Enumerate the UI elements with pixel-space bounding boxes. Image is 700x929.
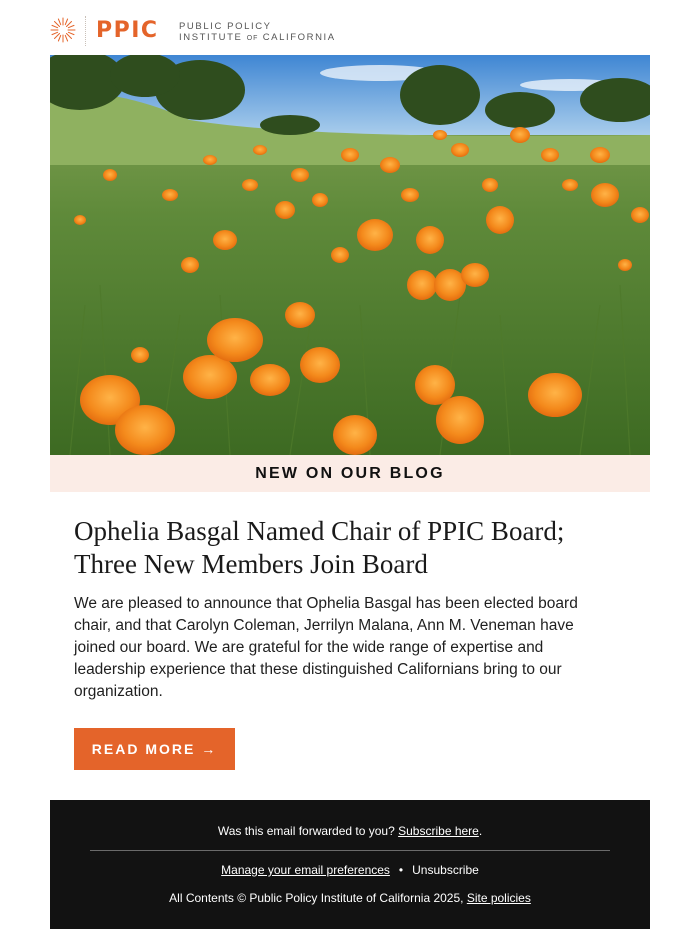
site-policies-link[interactable]: Site policies bbox=[466, 891, 531, 905]
read-more-button[interactable]: READ MORE → bbox=[74, 728, 235, 770]
bullet-separator: • bbox=[398, 863, 404, 877]
tagline-california: CALIFORNIA bbox=[258, 32, 336, 43]
tagline-line-1: PUBLIC POLICY bbox=[179, 21, 272, 32]
article-headline[interactable] bbox=[74, 515, 634, 581]
copyright-row bbox=[50, 890, 650, 906]
article-summary: We are pleased to announce that Ophelia Basgal has been elected board chair, and that Carolyn Coleman, Jerrilyn Malana, Ann M. Veneman have joined our board. We are grateful for the wide range of expertise and leadership experience that these distinguished Californians bring to our organization. bbox=[74, 595, 578, 700]
email-container bbox=[50, 0, 650, 905]
forwarded-period: . bbox=[478, 824, 483, 838]
logo-tagline bbox=[179, 21, 336, 44]
logo-divider bbox=[85, 16, 87, 46]
copyright-text: All Contents © Public Policy Institute of California 2025, bbox=[169, 891, 467, 905]
ppic-logo-text[interactable]: PPIC bbox=[96, 18, 159, 43]
new-on-our-blog-banner: NEW ON OUR BLOG bbox=[50, 455, 650, 492]
preferences-row bbox=[50, 862, 650, 878]
sunburst-logo-icon bbox=[50, 17, 76, 43]
tagline-line-2 bbox=[179, 32, 336, 44]
tagline-institute: INSTITUTE bbox=[179, 32, 247, 43]
forwarded-notice bbox=[50, 823, 650, 839]
poppy-field-photo-icon bbox=[50, 55, 650, 455]
headline-line-2: Three New Members Join Board bbox=[74, 549, 428, 579]
forwarded-text: Was this email forwarded to you? bbox=[217, 824, 399, 838]
subscribe-here-link[interactable]: Subscribe here bbox=[398, 824, 479, 838]
headline-line-1: Ophelia Basgal Named Chair of PPIC Board; bbox=[74, 516, 565, 546]
email-footer bbox=[50, 800, 650, 929]
email-header bbox=[50, 0, 650, 55]
hero-image[interactable] bbox=[50, 55, 650, 455]
tagline-of: OF bbox=[246, 35, 259, 42]
unsubscribe-link[interactable]: Unsubscribe bbox=[412, 863, 479, 877]
manage-preferences-link[interactable]: Manage your email preferences bbox=[221, 863, 390, 877]
footer-divider bbox=[90, 850, 610, 851]
